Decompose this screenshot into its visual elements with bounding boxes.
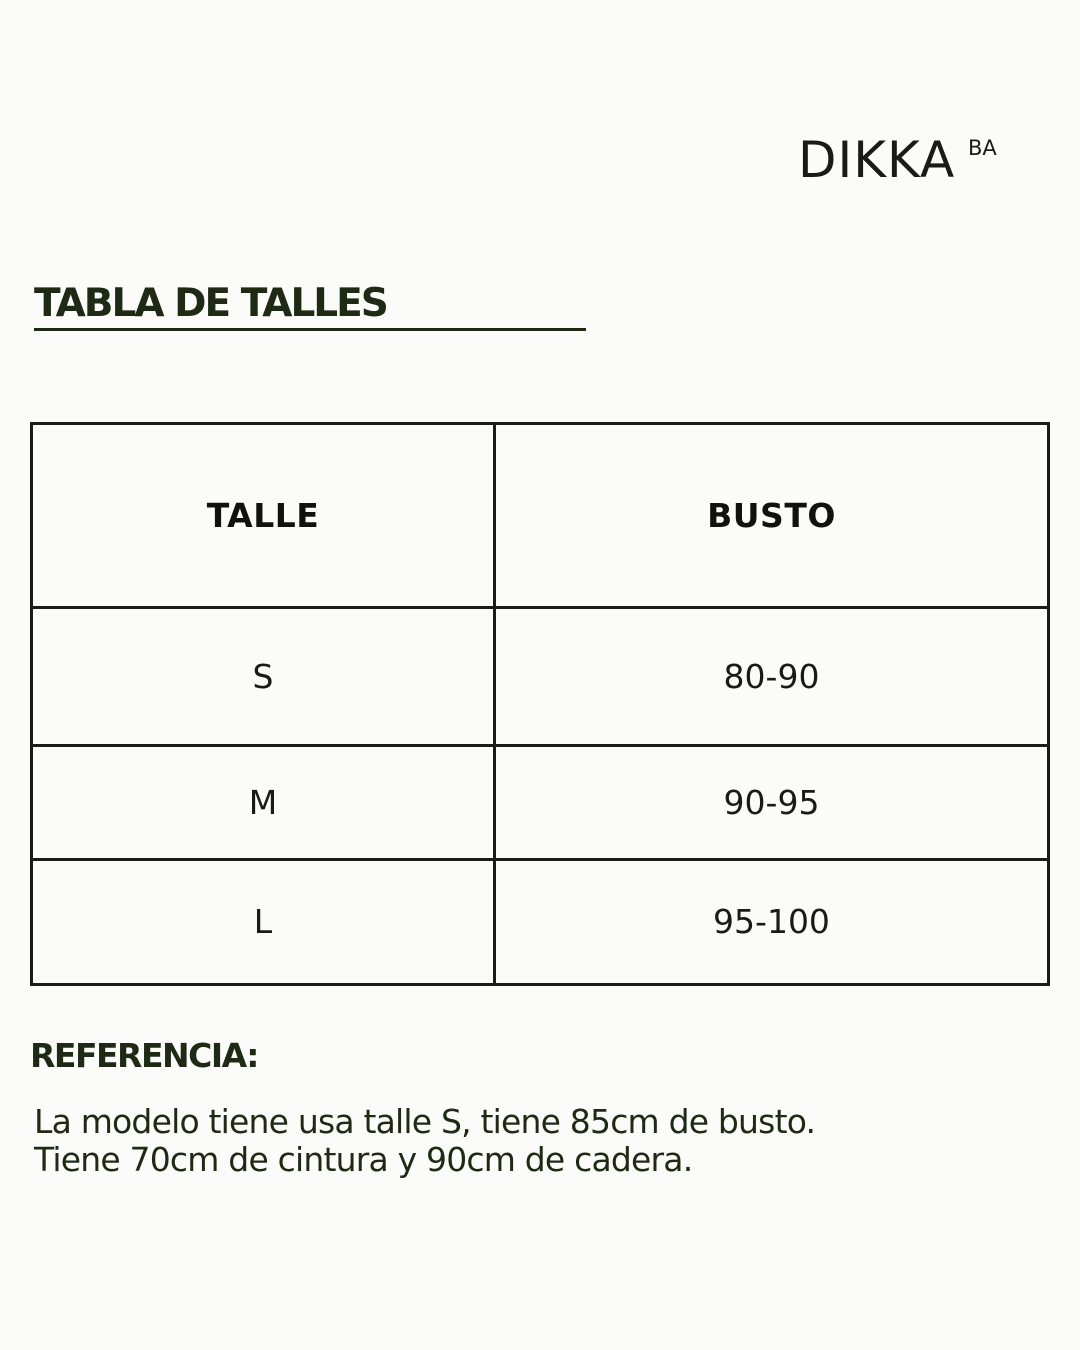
cell-busto: 80-90 xyxy=(495,607,1049,745)
brand-suffix: BA xyxy=(968,136,997,160)
cell-talle: L xyxy=(32,859,495,984)
reference-line: La modelo tiene usa talle S, tiene 85cm de busto. xyxy=(34,1102,816,1141)
cell-talle: S xyxy=(32,607,495,745)
table-header-row xyxy=(32,424,1049,608)
reference-title: REFERENCIA: xyxy=(30,1036,258,1075)
reference-text xyxy=(34,1103,1034,1179)
table-row xyxy=(32,607,1049,745)
brand-name: DIKKA xyxy=(798,131,956,189)
brand-logo xyxy=(798,132,1018,192)
size-table xyxy=(30,422,1050,986)
header-busto: BUSTO xyxy=(495,424,1049,608)
table-row xyxy=(32,745,1049,859)
cell-talle: M xyxy=(32,745,495,859)
cell-busto: 95-100 xyxy=(495,859,1049,984)
reference-line: Tiene 70cm de cintura y 90cm de cadera. xyxy=(34,1140,693,1179)
cell-busto: 90-95 xyxy=(495,745,1049,859)
title-underline xyxy=(34,328,586,331)
table-row xyxy=(32,859,1049,984)
header-talle: TALLE xyxy=(32,424,495,608)
page-title: TABLA DE TALLES xyxy=(34,281,387,326)
